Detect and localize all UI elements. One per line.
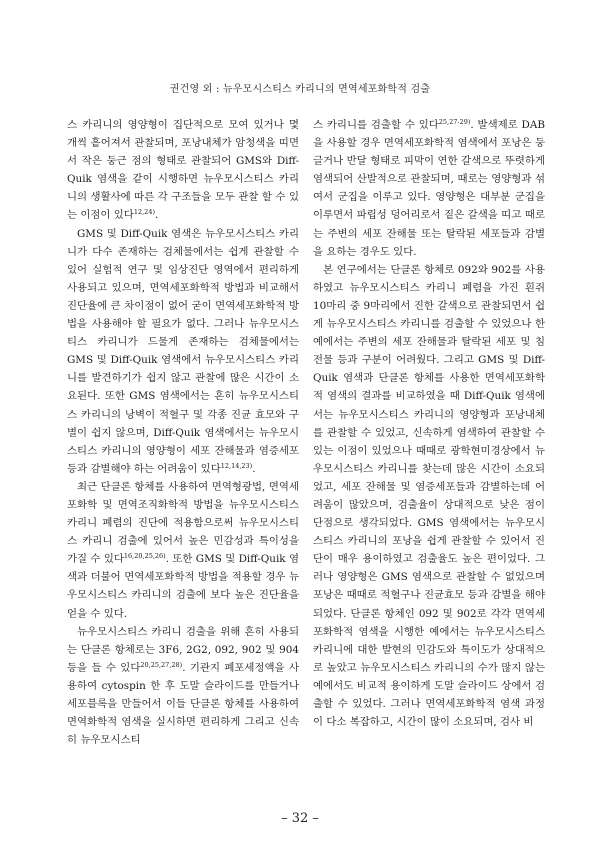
citation: 20,25,27,28) xyxy=(140,660,183,669)
citation: 12,24) xyxy=(133,208,155,217)
page-number: – 32 – xyxy=(281,811,319,826)
paragraph: 뉴우모시스티스 카리니 검출을 위해 흔히 사용되는 단클론 항체로는 3F6, 2G2, 092, 902 및 904 등을 들 수 있다$^{20,25,27,28)}$. 기관지 폐포세정액을 사용하여 cytospin 한 후 도말 슬라이드를 만들거나 세포블록을 만들어서 이들 단클론 항체를 사용하여 면역화학적 염색을 실시하면 편리하게 그리고 신속히 뉴우모시스티 xyxy=(67,625,299,747)
left-column xyxy=(67,116,299,749)
paragraph: 스 카리니의 영양형이 집단적으로 모여 있거나 몇 개씩 흩어져서 관찰되며, 포낭내체가 암청색을 띠면서 작은 둥근 점의 형태로 관찰되어 GMS와 Diff-Quik 염색을 같이 시행하면 뉴우모시스티스 카리니의 생활사에 따른 각 구조들을 모두 관찰 할 수 있는 이점이 있다$^{12,24)}$. xyxy=(67,119,299,222)
citation: 25,27-29) xyxy=(438,118,471,126)
running-header: 권건영 외 : 뉴우모시스티스 카리니의 면역세포화학적 검출 xyxy=(169,84,431,95)
paragraph: 스 카리니를 검출할 수 있다$^{25,27-29)}$. 발색제로 DAB을 사용할 경우 면역세포화학적 염색에서 포낭은 둥글거나 반달 형태로 피막이 연한 갈색으로 뚜렷하게 염색되어 산발적으로 관찰되며, 때로는 영양형과 섞여서 군집을 이루고 있다. 영양형은 대부분 군집을 이루면서 파립성 덩어리로서 짙은 갈색을 띠고 때로는 주변의 세포 잔해물 또는 탈락된 세포들과 감별을 요하는 경우도 있다. xyxy=(313,118,546,258)
right-column xyxy=(313,116,545,731)
paragraph: GMS 및 Diff-Quik 염색은 뉴우모시스티스 카리니가 다수 존재하는 검체물에서는 쉽게 관찰할 수 있어 실험적 연구 및 임상진단 영역에서 편리하게 사용되고 있으며, 면역세포화학적 방법과 비교해서 진단율에 큰 차이점이 없어 굳이 면역세포화학적 방법을 사용해야 할 필요가 없다. 그러나 뉴우모시스티스 카리니가 드물게 존재하는 검체물에서는 GMS 및 Diff-Quik 염색에서 뉴우모시스티스 카리니를 발견하기가 쉽지 않고 관찰에 많은 시간이 소요된다. 또한 GMS 염색에서는 흔히 뉴우모시스티스 카리니의 낭벽이 적혈구 및 각종 진균 효모와 구별이 쉽지 않으며, Diff-Quik 염색에서는 뉴우모시스티스 카리니의 영양형이 세포 잔해물과 염증세포 등과 감별해야 하는 어려움이 있다$^{12,14,23)}$. xyxy=(67,227,299,475)
paragraph: 최근 단클론 항체를 사용하여 면역형광법, 면역세포화학 및 면역조직화학적 방법을 뉴우모시스티스 카리니 폐렴의 진단에 적용함으로써 뉴우모시스티스 카리니 검출에 있어서 높은 민감성과 특이성을 가질 수 있다$^{16,20,25,26)}$. 또한 GMS 및 Diff-Quik 염색과 더불어 면역세포화학적 방법을 적용할 경우 뉴우모시스티스 카리니의 검출에 보다 높은 진단율을 얻을 수 있다. xyxy=(67,480,299,620)
citation: 12,14,23) xyxy=(220,461,253,470)
citation: 16,20,25,26) xyxy=(123,552,166,561)
paragraph: 본 연구에서는 단클론 항체로 092와 902를 사용하였고 뉴우모시스티스 카리니 폐렴을 가진 흰쥐 10마리 중 9마리에서 진한 갈색으로 관찰되면서 쉽게 뉴우모시스티스 카리니를 검출할 수 있었으나 한 예에서는 주변의 세포 잔해물과 탈락된 세포 및 침전물 등과 구분이 어려웠다. 그리고 GMS 및 Diff-Quik 염색과 단클론 항체를 사용한 면역세포화학적 염색의 결과를 비교하였을 때 Diff-Quik 염색에서는 뉴우모시스티스 카리니의 영양형과 포낭내체를 관찰할 수 있었고, 신속하게 염색하여 관찰할 수 있는 이점이 있었으나 때때로 광학현미경상에서 뉴우모시스티스 카리니를 찾는데 많은 시간이 소요되었고, 세포 잔해물 및 염증세포들과 감별하는데 어려움이 많았으며, 검출율이 상대적으로 낮은 점이 단점으로 생각되었다. GMS 염색에서는 뉴우모시스티스 카리니의 포낭을 쉽게 관찰할 수 있어서 진단이 매우 용이하였고 검출율도 높은 편이었다. 그러나 영양형은 GMS 염색으로 관찰할 수 없었으며 포낭은 때때로 적혈구나 진균효모 등과 감별을 해야 되었다. 단클론 항체인 092 및 902로 각각 면역세포화학적 염색을 시행한 예에서는 뉴우모시스티스 카리니에 대한 발현의 민감도와 특이도가 상대적으로 높았고 뉴우모시스티스 카리니의 수가 많지 않는 예에서도 비교적 용이하게 도말 슬라이드 상에서 검출할 수 있었다. 그러나 면역세포화학적 염색 과정이 다소 복잡하고, 시간이 많이 소요되며, 검사 비 xyxy=(313,263,545,729)
